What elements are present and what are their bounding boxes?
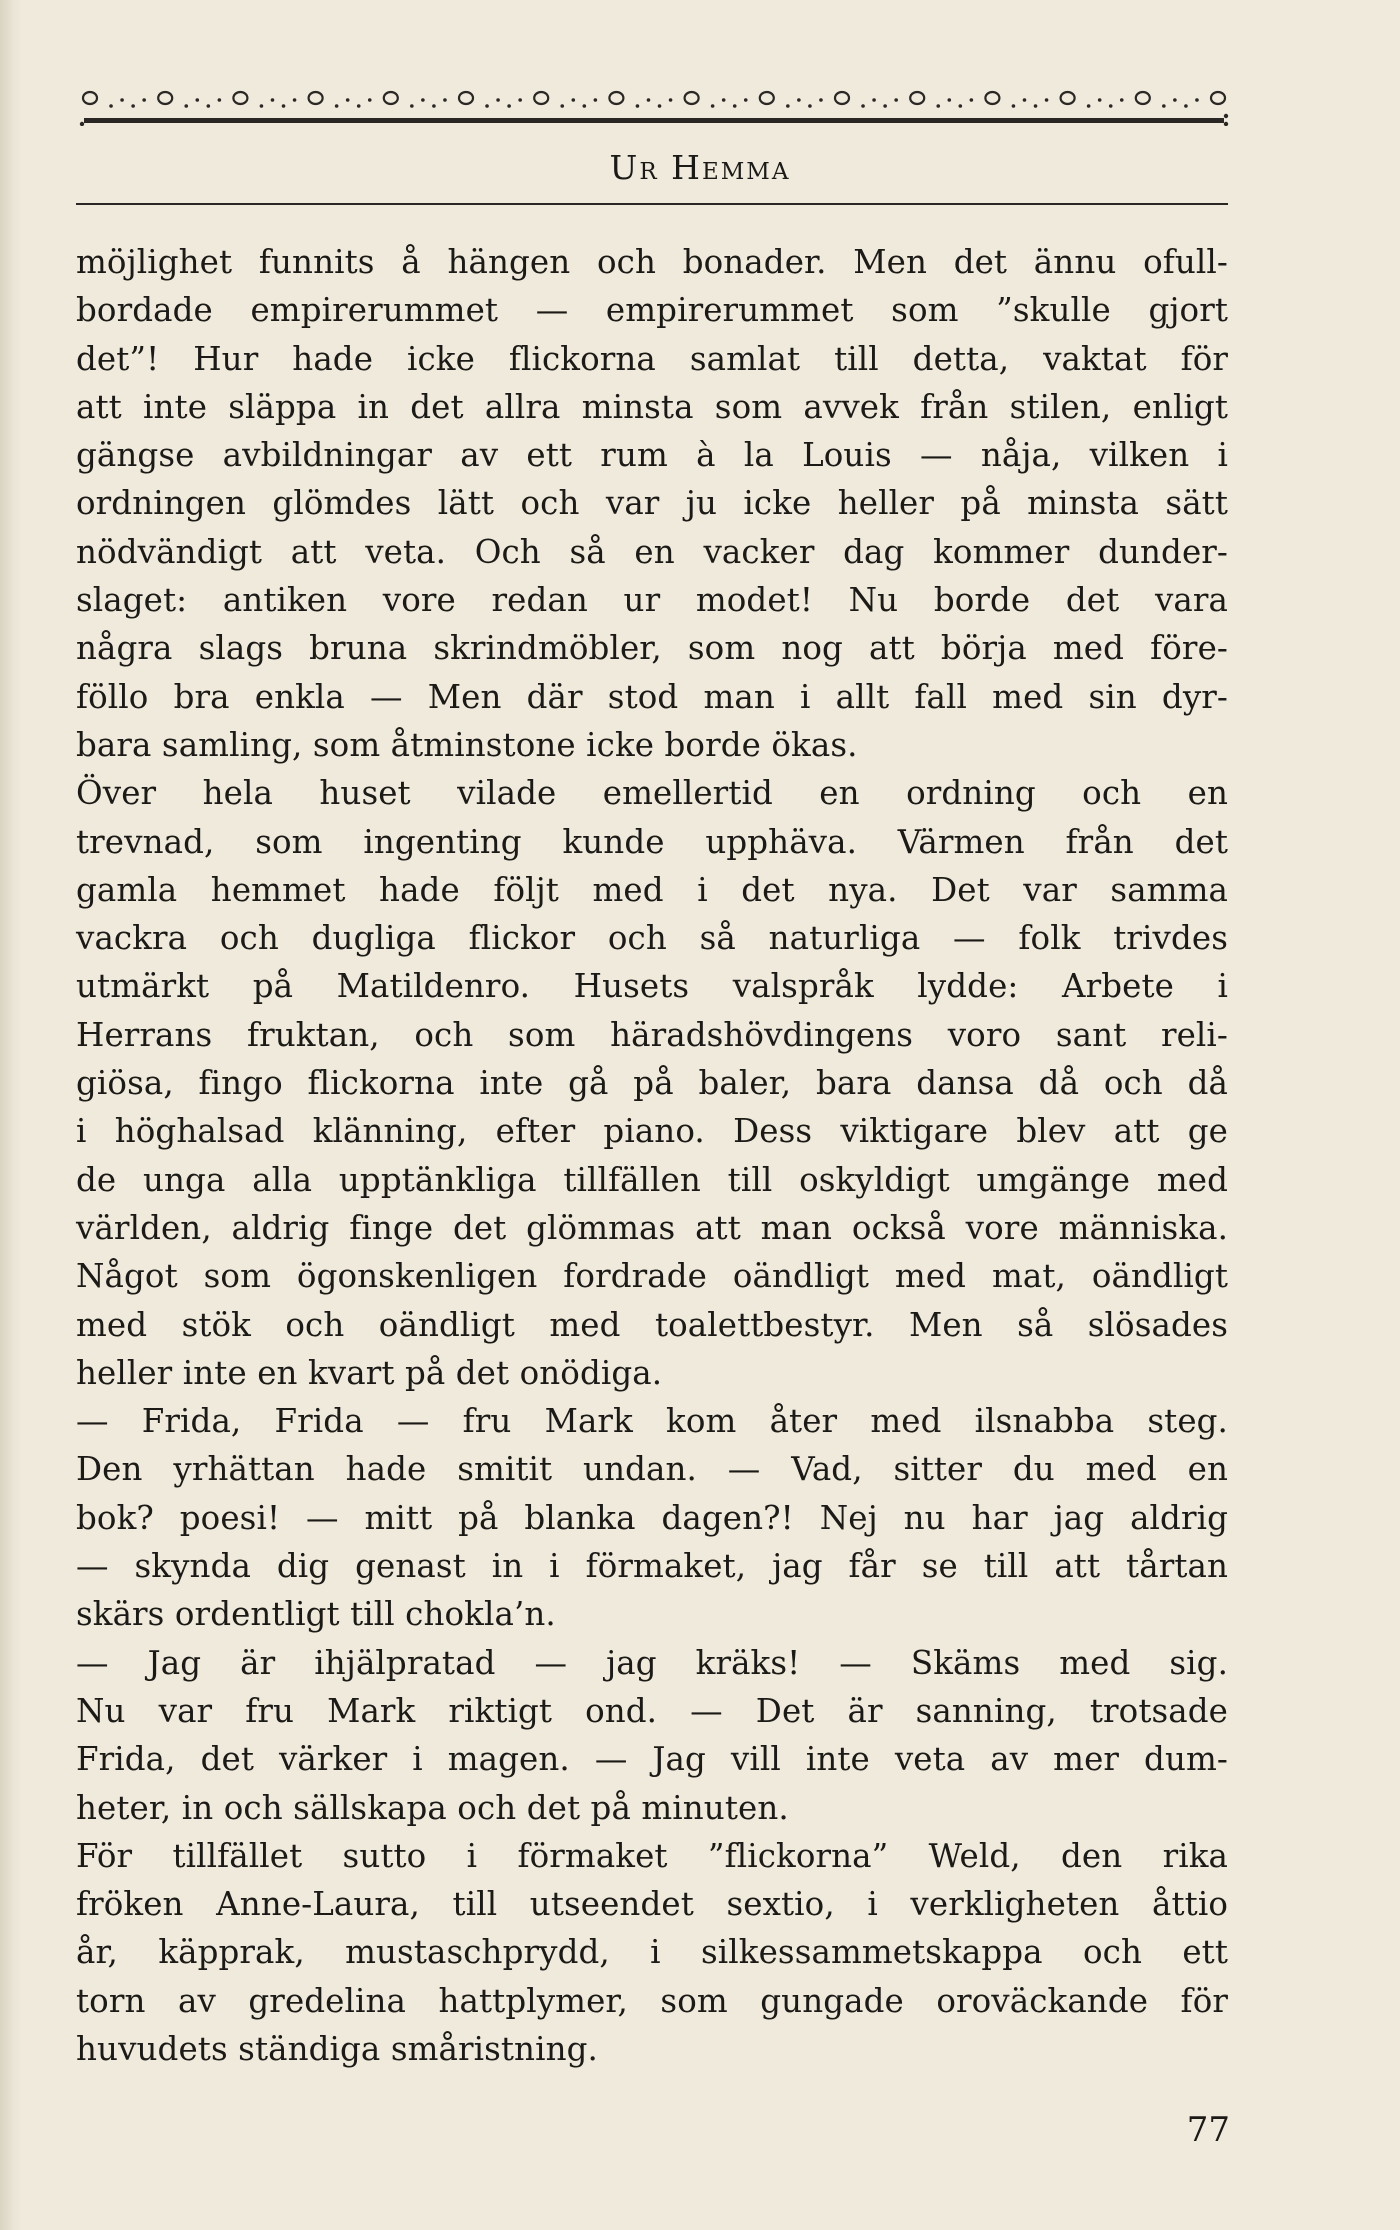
text-line: vackra och dugliga flickor och så naturliga — folk trivdes <box>76 919 1228 958</box>
text-line: med stök och oändligt med toalettbestyr. Men så slösades <box>76 1305 1228 1344</box>
page-number: 77 <box>1186 2110 1230 2150</box>
text-line: Nu var fru Mark riktigt ond. — Det är sanning, trotsade <box>76 1691 1228 1730</box>
text-line: ordningen glömdes lätt och var ju icke heller på minsta sätt <box>76 484 1228 523</box>
text-line: — Jag är ihjälpratad — jag kräks! — Skäms med sig. <box>76 1643 1228 1682</box>
text-line: Herrans fruktan, och som häradshövdingens voro sant reli- <box>76 1015 1228 1054</box>
text-line: nödvändigt att veta. Och så en vacker dag kommer dunder- <box>76 532 1228 571</box>
text-line: att inte släppa in det allra minsta som avvek från stilen, enligt <box>76 387 1228 426</box>
text-line: slaget: antiken vore redan ur modet! Nu borde det vara <box>76 581 1228 620</box>
running-head-text: Ur Hemma <box>609 148 791 187</box>
text-line: i höghalsad klänning, efter piano. Dess viktigare blev att ge <box>76 1112 1228 1151</box>
text-line: trevnad, som ingenting kunde upphäva. Värmen från det <box>76 822 1228 861</box>
text-line: fröken Anne-Laura, till utseendet sextio, i verkligheten åttio <box>76 1885 1228 1924</box>
text-line: det”! Hur hade icke flickorna samlat till detta, vaktat för <box>76 339 1228 378</box>
body-text <box>76 238 1228 2073</box>
text-line: torn av gredelina hattplymer, som gungade oroväckande för <box>76 1981 1228 2020</box>
text-line: giösa, fingo flickorna inte gå på baler, bara dansa då och då <box>76 1064 1228 1103</box>
text-line: heter, in och sällskapa och det på minuten. <box>76 1788 789 1827</box>
text-line: några slags bruna skrindmöbler, som nog att börja med före- <box>76 629 1228 668</box>
text-line: Över hela huset vilade emellertid en ordning och en <box>76 774 1228 813</box>
text-line: Något som ögonskenligen fordrade oändligt med mat, oändligt <box>76 1257 1228 1296</box>
header-rule <box>76 203 1228 205</box>
text-line: gamla hemmet hade följt med i det nya. Det var samma <box>76 870 1228 909</box>
text-line: — Frida, Frida — fru Mark kom åter med ilsnabba steg. <box>76 1402 1228 1441</box>
text-line: bok? poesi! — mitt på blanka dagen?! Nej nu har jag aldrig <box>76 1498 1228 1537</box>
text-line: bara samling, som åtminstone icke borde ökas. <box>76 725 858 764</box>
text-line: utmärkt på Matildenro. Husets valspråk lydde: Arbete i <box>76 967 1228 1006</box>
running-head <box>0 148 1400 187</box>
text-line: bordade empirerummet — empirerummet som ”skulle gjort <box>76 291 1228 330</box>
decorative-header-border <box>78 78 1230 126</box>
text-line: heller inte en kvart på det onödiga. <box>76 1353 663 1392</box>
text-line: För tillfället sutto i förmaket ”flickorna” Weld, den rika <box>76 1836 1228 1875</box>
text-line: Den yrhättan hade smitit undan. — Vad, sitter du med en <box>76 1450 1228 1489</box>
text-line: världen, aldrig finge det glömmas att man också vore människa. <box>76 1208 1228 1247</box>
text-line: år, käpprak, mustaschprydd, i silkessammetskappa och ett <box>76 1933 1228 1972</box>
text-line: skärs ordentligt till chokla’n. <box>76 1595 556 1634</box>
book-spine-shadow <box>0 0 22 2230</box>
text-line: Frida, det värker i magen. — Jag vill inte veta av mer dum- <box>76 1740 1228 1779</box>
text-line: möjlighet funnits å hängen och bonader. Men det ännu ofull- <box>76 243 1228 281</box>
text-line: föllo bra enkla — Men där stod man i allt fall med sin dyr- <box>76 677 1228 716</box>
text-line: gängse avbildningar av ett rum à la Louis — nåja, vilken i <box>76 436 1228 475</box>
text-line: huvudets ständiga småristning. <box>76 2029 598 2068</box>
text-line: de unga alla upptänkliga tillfällen till oskyldigt umgänge med <box>76 1160 1228 1199</box>
text-line: — skynda dig genast in i förmaket, jag får se till att tårtan <box>76 1547 1228 1586</box>
